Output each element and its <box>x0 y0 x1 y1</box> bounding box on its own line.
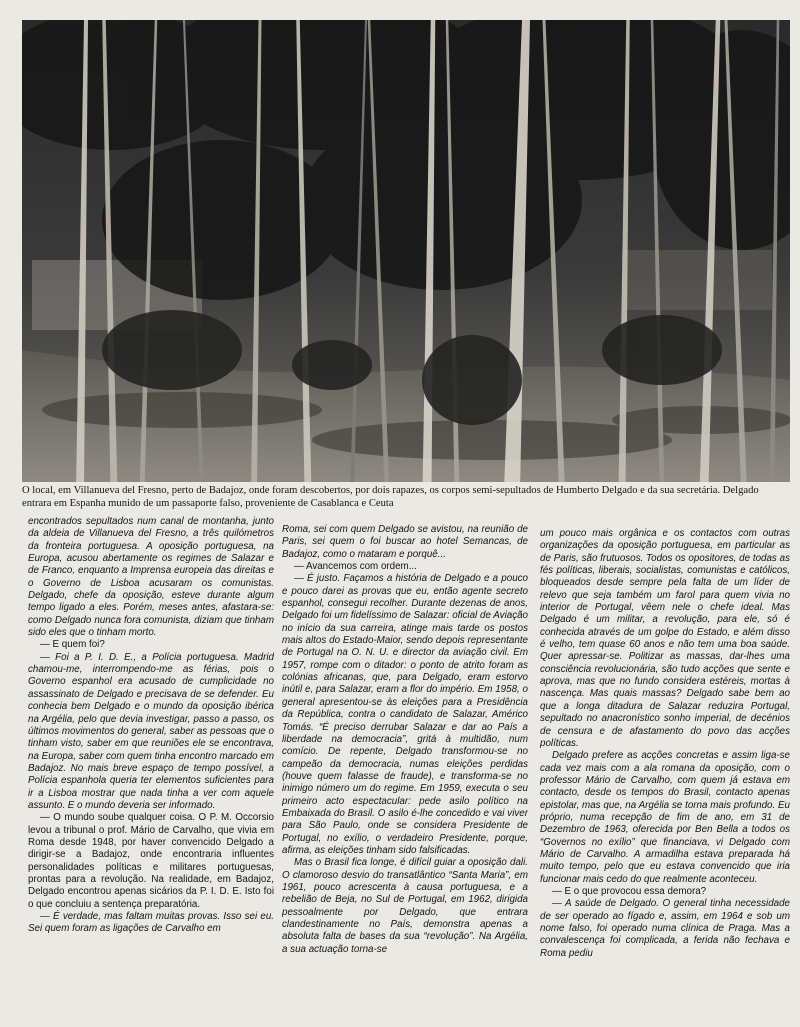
photo-caption: O local, em Villanueva del Fresno, perto de Badajoz, onde foram descobertos, por dois rapazes, os corpos semi-sepultados de Humberto Delgado e da sua secretária. Delgado entrara em Espanha munido de um passaporte falso, proveniente de Casablanca e Ceuta <box>22 485 759 509</box>
article-paragraph: — Avancemos com ordem... <box>294 561 417 573</box>
article-paragraph: — E quem foi? <box>40 639 105 651</box>
article-paragraph: — É verdade, mas faltam muitas provas. Isso sei eu. Sei quem foram as ligações de Carvalho em <box>28 911 274 935</box>
forest-photo <box>22 20 790 482</box>
article-paragraph: — Foi a P. I. D. E., a Polícia portuguesa. Madrid chamou-me, interrompendo-me as férias, pois o Governo espanhol era acusado de cumplicidade no assassinato de Delgado e precisava de se defender. Eu conhecia bem Delgado e o mundo da oposição ibérica na Argélia, pelo que devia investigar, passo a passo, os últimos movimentos do general, saber as pessoas que o tinham visto, saber em que reuniões ele se encontrava, na Europa, saber com quem tinha encontro marcado em Badajoz. No mais breve espaço de tempo possível, a Polícia espanhola queria ter elementos suficientes para ir a Lisboa mostrar que nada tinha a ver com aquele assunto. E o mundo deveria ser informado. <box>28 651 274 811</box>
text-column-1 <box>28 516 274 1022</box>
article-paragraph: Roma, sei com quem Delgado se avistou, na reunião de Paris, sei quem o foi buscar ao hotel Semancas, de Badajoz, como o mataram e porquê... <box>282 524 528 560</box>
article-paragraph: um pouco mais orgânica e os contactos com outras organizações da oposição portuguesa, em particular as de Paris, são frutuosos. Todos os opositores, de todas as fés políticas, liberais, socialistas, comunistas e católicos, bloqueados desde sempre pela falta de um líder de relevo que seja também um farol para quem vivia no interior de Portugal, vêem nele o chefe ideal. Mas Delgado é um militar, a revolução, para ele, só é conhecida através de um golpe do Estado, e além disso é velho, tem quase 60 anos e não tem uma boa saúde. Quer apressar-se. Politizar as massas, dar-lhes uma consciência revolucionária, são tudo acções que sente e aprova, mas que no fundo considera estéreis, mortas à nascença. Mas quais massas? Delgado sabe bem ao que a longa ditadura de Salazar reduzira Portugal, sepultado no anacronístico sonho imperial, de decénios de censura e de afastamento do povo das acções políticas. <box>540 528 790 749</box>
text-column-2 <box>282 524 528 1022</box>
article-paragraph: — E o que provocou essa demora? <box>552 885 707 897</box>
text-column-3 <box>540 528 790 1022</box>
forest-photo-image <box>22 20 790 482</box>
article-paragraph: — O mundo soube qualquer coisa. O P. M. Occorsio levou a tribunal o prof. Mário de Carvalho, que vivia em Roma desde 1948, por haver convencido Delgado a dirigir-se a Badajoz, onde encontraria influentes personalidades políticas e militares portuguesas, prontas para a revolução. Na realidade, em Badajoz, Delgado encontrou apenas sicários da P. I. D. E. Isto foi o que concluiu a sentença preparatória. <box>28 812 274 910</box>
article-paragraph: Mas o Brasil fica longe, é difícil guiar a oposição dali. O clamoroso desvio do transatlântico “Santa Maria”, em 1961, pouco acrescenta à causa portuguesa, e a rebelião de Beja, no Sul de Portugal, em 1962, dirigida pessoalmente por Delgado, que entrara clandestinamente no País, demonstra apenas a absoluta falta de bases da sua “revolução”. Na Argélia, a sua actuação torna-se <box>282 857 528 955</box>
article-paragraph: Delgado prefere as acções concretas e assim liga-se cada vez mais com a ala romana da oposição, com o professor Mário de Carvalho, com quem já estava em contacto, desde os tempos do Brasil, contacto apenas epistolar, mas que, na Argélia se torna mais profundo. Eu próprio, numa recepção de fim de ano, em 31 de Dezembro de 1963, oferecida por Ben Bella a todos os “Governos no exílio” que financiava, vi Delgado com Mário de Carvalho. A armadilha estava preparada há muito tempo, pelo que eu estava convencido que iria funcionar mais cedo do que realmente aconteceu. <box>540 750 790 885</box>
article-paragraph: — A saúde de Delgado. O general tinha necessidade de ser operado ao fígado e, assim, em 1964 e sob um nome falso, foi operado numa clínica de Praga. Mas a convalescença foi complicada, a ferida não fechava e Roma pediu <box>540 898 790 959</box>
article-paragraph: — É justo. Façamos a história de Delgado e a pouco e pouco darei as provas que eu, então agente secreto espanhol, consegui recolher. Durante dezenas de anos, Delgado foi um fidelíssimo de Salazar: oficial de Aviação no início da sua carreira, atinge mais tarde os postos mais altos do Estado-Maior, sendo depois representante de Portugal na O. N. U. e director da aviação civil. Em 1957, rompe com o ditador: o ponto de atrito foram as colónias africanas, que, para Delgado, eram estorvo inútil e, para Salazar, eram a flor do império. Em 1958, o general apresentou-se às eleições para a Presidência da República, contra o candidato de Salazar, Américo Tomás. “É preciso derrubar Salazar e dar ao País a liberdade na democracia”, gritá à multidão, num comício. De repente, Delgado transformou-se no campeão da democracia, numas eleições perdidas (houve quem falasse de fraude), e transforma-se no inimigo número um do regime. Em 1959, executa o seu primeiro acto espectacular: pede asilo político na Embaixada do Brasil. O asilo é-lhe concedido e vai viver para São Paulo, onde se considera Presidente de Portugal, no exílio, o verdadeiro Presidente, porque, afirma, as eleições tinham sido falsificadas. <box>282 573 528 856</box>
article-paragraph: encontrados sepultados num canal de montanha, junto da aldeia de Villanueva del Fresno, a três quilómetros da fronteira portuguesa. A oposição portuguesa, na Europa, acusou abertamente os regimes de Salazar e de Franco, enquanto a Imprensa europeia das direitas e o Governo de Lisboa acusaram os comunistas. Delgado, chefe da oposição, esteve durante algum tempo ligado a eles. Porém, meses antes, afastara-se: como Delgado nunca fora comunista, diziam que tinham sido eles que o tinham morto. <box>28 516 274 639</box>
